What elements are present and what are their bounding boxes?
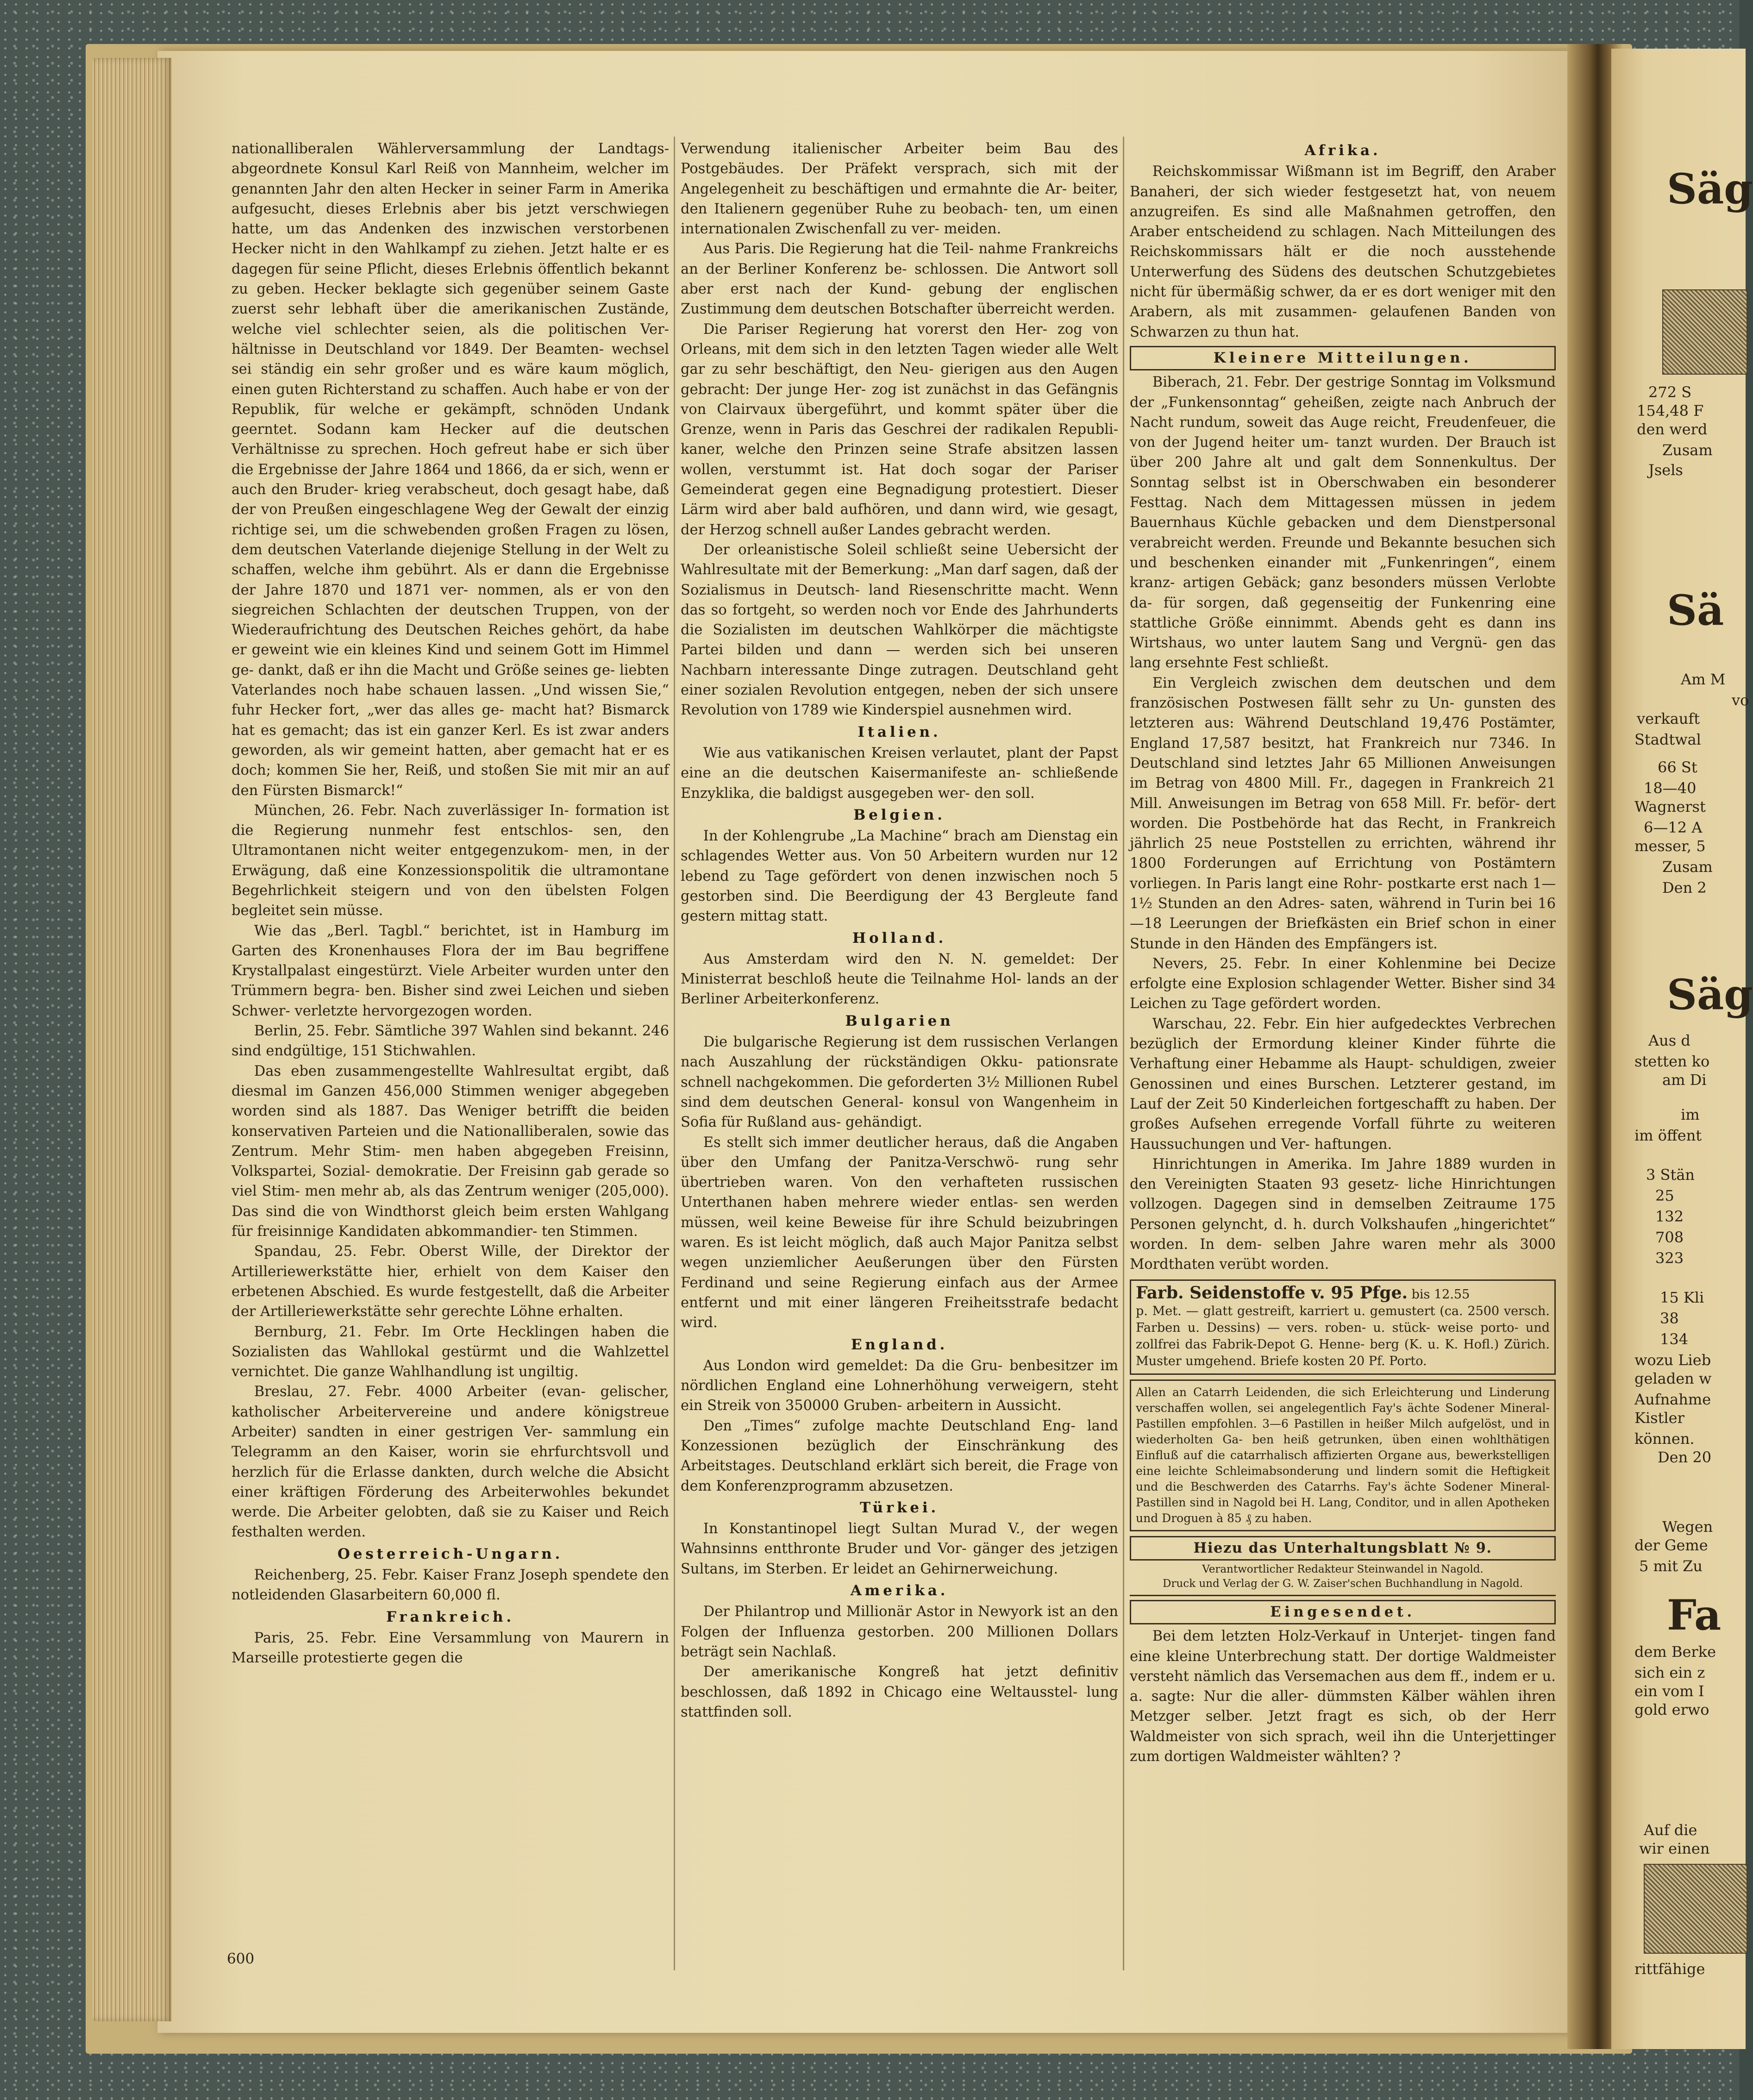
article-paragraph: nationalliberalen Wählerversammlung der Landtags- abgeordnete Konsul Karl Reiß von Mannheim, welcher im genannten Jahr den alten Hecker in seiner Farm in Amerika aufgesucht, dieses Erlebnis aber bis jetzt verschwiegen hatte, um das Andenken des inzwischen verstorbenen Hecker nicht in den Wahlkampf zu ziehen. Jetzt halte er es dagegen für seine Pflicht, dieses Erlebnis öffentlich bekannt zu geben. Hecker beklagte sich gegenüber seinem Gaste zuerst sehr lebhaft über die amerikanischen Zustände, welche viel schlechter seien, als die politischen Ver- hältnisse in Deutschland vor 1849. Der Beamten- wechsel sei ständig ein sehr großer und es wäre kaum möglich, einen guten Richterstand zu schaffen. Auch habe er von der Republik, für welche er gekämpft, schnöden Undank geerntet. Sodann kam Hecker auf die deutschen Verhältnisse zu sprechen. Hoch gefreut habe er sich über die Ergebnisse der Jahre 1864 und 1866, da er sich, wenn er auch den Bruder- krieg verabscheut, doch gesagt habe, daß der von Preußen eingeschlagene Weg der Gewalt der einzig richtige sei, um die schwebenden großen Fragen zu lösen, dem deutschen Vaterlande diejenige Stellung in der Welt zu schaffen, welche ihm gebührt. Als er dann die Ergebnisse der Jahre 1870 und 1871 ver- nommen, als er von den siegreichen Schlachten der deutschen Truppen, von der Wiederaufrichtung des Deutschen Reiches gehört, da habe er geweint wie ein kleines Kind und seinem Gott im Himmel ge- dankt, daß er ihn die Macht und Größe seines ge- liebten Vaterlandes noch habe schauen lassen. „Und wissen Sie,“ fuhr Hecker fort, „wer das alles ge- macht hat? Bismarck hat es gemacht; das ist ein ganzer Kerl. Es ist zwar anders geworden, als wir gemeint hatten, aber gemacht hat er es doch; kommen Sie her, Reiß, und stoßen Sie mit mir an auf den Fürsten Bismarck!“: [232, 141, 669, 799]
article-paragraph: In der Kohlengrube „La Machine“ brach am Dienstag ein schlagendes Wetter aus. Von 50 Arbeitern wurden nur 12 lebend zu Tage gefördert von denen inzwischen noch 5 gestorben sind. Die Beerdigung der 43 Bergleute fand gestern mittag statt.: [681, 828, 1118, 925]
next-page-fragment: Am M: [1681, 671, 1726, 688]
next-page-fragment: gold erwo: [1634, 1701, 1709, 1718]
next-page-fragment: 5 mit Zu: [1639, 1557, 1703, 1575]
column-1: [232, 139, 669, 1973]
article-paragraph: Biberach, 21. Febr. Der gestrige Sonntag im Volksmund der „Funkensonntag“ geheißen, zeigte nach Anbruch der Nacht rundum, soweit das Auge reicht, Freudenfeuer, die von der Jugend heiter um- tanzt wurden. Der Brauch ist über 200 Jahre alt und galt dem Sonnenkultus. Der Sonntag selbst ist in Oberschwaben ein besonderer Festtag. Nach dem Mittagessen müssen in jedem Bauernhaus Küchle gebacken und dem Dienstpersonal verabreicht werden. Freunde und Bekannte besuchen sich und beschenken einander mit „Funkenringen“, einem kranz- artigen Gebäck; ganz besonders müssen Verlobte da- für sorgen, daß gegenseitig der Funkenring eine stattliche Größe einnimmt. Abends geht es dann ins Wirtshaus, wo unter lautem Sang und Vergnü- gen das lang ersehnte Fest schließt.: [1130, 374, 1556, 671]
next-page-fragment: Kistler: [1634, 1409, 1684, 1427]
next-page-fragment: 6—12 A: [1644, 819, 1703, 836]
next-page-fragment: können.: [1634, 1430, 1695, 1448]
next-page-fragment: 15 Kli: [1660, 1289, 1704, 1306]
woodcut-illustration: [1662, 289, 1747, 375]
next-page-fragment: Wagnerst: [1634, 798, 1706, 815]
ad-text: Allen an Catarrh Leidenden, die sich Erleichterung und Linderung verschaffen wollen, sei angelegentlich Fay's ächte Sodener Mineral-Pastillen empfohlen. 3—6 Pastillen in heißer Milch aufgelöst, und in wiederholten Ga- ben heiß getrunken, üben einen wohlthätigen Einfluß auf die catarrhalisch affizierten Organe aus, bewerkstelligen eine leichte Schleimabsonderung und lindern somit die Heftigkeit und die Beschwerden des Catarrhs. Fay's ächte Sodener Mineral-Pastillen sind in Nagold bei H. Lang, Conditor, und in allen Apotheken und Droguen à 85 ₰ zu haben.: [1136, 1385, 1550, 1525]
article-paragraph: Den „Times“ zufolge machte Deutschland Eng- land Konzessionen bezüglich der Einschränkung des Arbeitstages. Deutschland erklärt sich bereit, die Frage von dem Konferenzprogramm abzusetzen.: [681, 1417, 1118, 1494]
next-page-fragment: vo: [1732, 691, 1749, 709]
ad-headline-tail: bis 12.55: [1411, 1287, 1470, 1302]
article-paragraph: Nevers, 25. Febr. In einer Kohlenmine bei Decize erfolgte eine Explosion schlagender Wetter. Bisher sind 34 Leichen zu Tage gefördert worden.: [1130, 955, 1556, 1012]
next-page-fragment: rittfähige: [1634, 1960, 1705, 1978]
article-paragraph: Ein Vergleich zwischen dem deutschen und dem französischen Postwesen fällt sehr zu Un- gunsten des letzteren aus: Während Deutschland 19,476 Postämter, England 17,587 besitzt, hat Frankreich nur 7346. In Deutschland sind letztes Jahr 65 Millionen Anweisungen im Betrag von 4800 Mill. Fr., dagegen in Frankreich 21 Mill. Anweisungen im Betrag von 658 Mill. Fr. beför- dert worden. Die Postbehörde hat das Recht, in Frankreich jährlich 25 neue Poststellen zu errichten, während ihr 1800 Forderungen auf Errichtung von Postämtern vorliegen. In Paris langt eine Rohr- postkarte erst nach 1—1½ Stunden an den Adres- saten, während in Turin bei 16—18 Leerungen der Briefkästen ein Brief schon in einer Stunde in den Händen des Empfängers ist.: [1130, 675, 1556, 952]
article-paragraph: Aus London wird gemeldet: Da die Gru- benbesitzer im nördlichen England eine Lohnerhöhung verweigern, steht ein Streik von 350000 Gruben- arbeitern in Aussicht.: [681, 1357, 1118, 1414]
section-heading: Amerika.: [850, 1582, 949, 1599]
page-number: 600: [227, 1950, 255, 1967]
article-paragraph: In Konstantinopel liegt Sultan Murad V., der wegen Wahnsinns entthronte Bruder und Vor- gänger des jetzigen Sultans, im Sterben. Er leidet an Gehirnerweichung.: [681, 1521, 1118, 1577]
article-paragraph: München, 26. Febr. Nach zuverlässiger In- formation ist die Regierung nunmehr fest entschlos- sen, den Ultramontanen nicht weiter entgegenzukom- men, in der Erwägung, daß eine Konzessionspolitik die ultramontane Begehrlichkeit steigern und von den übelsten Folgen begleitet sein müsse.: [232, 802, 669, 919]
ad-text: p. Met. — glatt gestreift, karriert u. gemustert (ca. 2500 versch. Farben u. Dessins) — vers. roben- u. stück- weise porto- und zollfrei das Fabrik-Depot G. Henne- berg (K. u. K. Hofl.) Zürich. Muster umgehend. Briefe kosten 20 Pf. Porto.: [1136, 1304, 1550, 1368]
article-paragraph: Die Pariser Regierung hat vorerst den Her- zog von Orleans, mit dem sich in den letzten Tagen wieder alle Welt gar zu sehr beschäftigt, den Neu- gierigen aus den Augen gebracht: Der junge Her- zog ist zunächst in das Gefängnis von Clairvaux übergeführt, und kommt später über die Grenze, wenn in Paris das Geschrei der radikalen Republi- kaner, welche den Prinzen seine Strafe absitzen lassen wollen, verstummt ist. Hat doch sogar der Pariser Gemeinderat gegen eine Begnadigung protestiert. Dieser Lärm wird aber bald aufhören, und dann wird, wie gesagt, der Herzog schnell außer Landes gebracht werden.: [681, 321, 1118, 538]
next-page-fragment: Säg: [1667, 970, 1753, 1019]
section-heading: Holland.: [852, 929, 947, 947]
next-page-fragment: den werd: [1637, 420, 1708, 438]
next-page-fragment: dem Berke: [1634, 1643, 1716, 1661]
next-page-fragment: Wegen: [1662, 1518, 1713, 1536]
next-page-fragment: 66 St: [1658, 759, 1697, 776]
next-page-fragment: wozu Lieb: [1634, 1351, 1711, 1369]
next-page-fragment: stetten ko: [1634, 1053, 1710, 1070]
article-paragraph: Der orleanistische Soleil schließt seine Uebersicht der Wahlresultate mit der Bemerkung: „Man darf sagen, daß der Sozialismus in Deutsch- land Riesenschritte macht. Wenn das so fortgeht, so werden noch vor Ende des Jahrhunderts die Sozialisten im deutschen Wahlkörper die mächtigste Partei bilden und dann — werden sich bei unseren Nachbarn interessante Dinge zutragen. Deutschland geht einer sozialen Revolution entgegen, neben der sich unsere Revolution von 1789 wie Kinderspiel ausnehmen wird.: [681, 541, 1118, 719]
next-page-fragment: Zusam: [1662, 858, 1713, 876]
next-page-fragment: geladen w: [1634, 1370, 1712, 1387]
next-page-fragment: 154,48 F: [1637, 402, 1704, 420]
next-page-fragment: Jsels: [1648, 461, 1683, 479]
article-paragraph: Paris, 25. Febr. Eine Versammlung von Maurern in Marseille protestierte gegen die: [232, 1630, 669, 1667]
section-heading-afrika: Afrika.: [1304, 142, 1381, 159]
article-paragraph: Wie aus vatikanischen Kreisen verlautet, plant der Papst eine an die deutschen Kaisermanifeste an- schließende Enzyklika, die baldigst ausgegeben wer- den soll.: [681, 745, 1118, 802]
article-paragraph: Berlin, 25. Febr. Sämtliche 397 Wahlen sind bekannt. 246 sind endgültige, 151 Stichwahlen.: [232, 1023, 669, 1059]
next-page-fragment: Zusam: [1662, 441, 1713, 459]
next-page-fragment: ein vom I: [1634, 1682, 1704, 1700]
next-page-fragment: 272 S: [1648, 383, 1692, 401]
next-page-fragment: 708: [1655, 1229, 1684, 1246]
column-rule: [1123, 137, 1124, 1970]
section-heading: Italien.: [858, 723, 941, 740]
divider: [1130, 1595, 1556, 1596]
section-heading-kleinere: Kleinere Mitteilungen.: [1130, 346, 1556, 370]
next-page-fragment: der Geme: [1634, 1536, 1708, 1554]
next-page-fragment: Fa: [1667, 1591, 1722, 1640]
article-paragraph: Warschau, 22. Febr. Ein hier aufgedecktes Verbrechen bezüglich der Ermordung kleiner Kinder führte die Verhaftung einer Hebamme als Haupt- schuldigen, zweier Genossinen und eines Burschen. Letzterer gestand, im Lauf der Zeit 50 Kinderleichen fortgeschafft zu haben. Der großes Aufsehen erregende Vorfall führte zu weiteren Haussuchungen und Ver- haftungen.: [1130, 1016, 1556, 1153]
page-edges: [93, 58, 171, 2021]
section-heading: England.: [851, 1336, 948, 1353]
section-heading: Bulgarien: [845, 1012, 954, 1029]
article-paragraph: Wie das „Berl. Tagbl.“ berichtet, ist in Hamburg im Garten des Kronenhauses Flora der im Bau begriffene Krystallpalast eingestürzt. Viele Arbeiter wurden unter den Trümmern begra- ben. Bisher sind zwei Leichen und sieben Schwer- verletzte hervorgezogen worden.: [232, 922, 669, 1019]
imprint-publisher: Druck und Verlag der G. W. Zaiser'schen Buchhandlung in Nagold.: [1162, 1577, 1523, 1590]
article-paragraph: Aus Amsterdam wird den N. N. gemeldet: Der Ministerrat beschloß heute die Teilnahme Hol- lands an der Berliner Arbeiterkonferenz.: [681, 951, 1118, 1008]
next-page-fragment: Säg: [1667, 164, 1753, 213]
advertisement-silk: [1130, 1279, 1556, 1375]
section-heading: Türkei.: [859, 1499, 939, 1516]
section-heading-eingesendet: Eingesendet.: [1130, 1600, 1556, 1624]
article-paragraph: Verwendung italienischer Arbeiter beim Bau des Postgebäudes. Der Präfekt versprach, sich mit der Angelegenheit zu beschäftigen und ermahnte die Ar- beiter, den Italienern gegenüber Ruhe zu beobach- ten, um einen internationalen Zwischenfall zu ver- meiden.: [681, 141, 1118, 238]
section-heading: Belgien.: [853, 806, 945, 823]
next-page-fragment: 25: [1655, 1187, 1674, 1204]
next-page-fragment: 323: [1655, 1249, 1684, 1267]
column-3: [1130, 139, 1556, 1973]
supplement-notice: Hiezu das Unterhaltungsblatt № 9.: [1130, 1536, 1556, 1561]
next-page-fragment: im: [1681, 1106, 1700, 1123]
next-page-fragment: wir einen: [1639, 1840, 1710, 1857]
next-page-fragment: Den 20: [1658, 1448, 1712, 1466]
article-paragraph: Reichskommissar Wißmann ist im Begriff, den Araber Banaheri, der sich wieder festgesetzt hat, von neuem anzugreifen. Es sind alle Maßnahmen getroffen, den Araber entscheidend zu schlagen. Nach Mitteilungen des Reichskommissars hält er die noch ausstehende Unterwerfung des Südens des deutschen Schutzgebietes nicht für übermäßig schwer, da er es dort weniger mit den Arabern, als mit zusammen- gelaufenen Banden von Schwarzen zu thun hat.: [1130, 163, 1556, 340]
next-page-fragment: Sä: [1667, 586, 1724, 635]
cow-illustration: [1644, 1864, 1747, 1954]
next-page-fragment: im öffent: [1634, 1127, 1702, 1144]
next-page-fragment: Auf die: [1644, 1821, 1697, 1839]
next-page-fragment: sich ein z: [1634, 1664, 1705, 1681]
article-paragraph: Breslau, 27. Febr. 4000 Arbeiter (evan- gelischer, katholischer Arbeitervereine und andere königstreue Arbeiter) sandten in einer gestrigen Ver- sammlung ein Telegramm an den Kaiser, worin sie ehrfurchtsvoll und herzlich für die Erlasse dankten, durch welche die Absicht einer kräftigen Förderung des Arbeiterwohles bekundet werde. Die Arbeiter gelobten, daß sie zu Kaiser und Reich festhalten werden.: [232, 1384, 669, 1541]
ad-headline: Farb. Seidenstoffe v. 95 Pfge.: [1136, 1283, 1408, 1303]
article-paragraph: Bei dem letzten Holz-Verkauf in Unterjet- tingen fand eine kleine Unterbrechung statt. Der dortige Waldmeister versteht nämlich das Versemachen aus dem ff., indem er u. a. sagte: Nur die aller- dümmsten Kälber wählen ihren Metzger selber. Jetzt fragt es sich, ob der Herr Waldmeister von sich sprach, weil ihn die Unterjettinger zum dortigen Waldmeister wählten? ?: [1130, 1628, 1556, 1765]
imprint-editor: Verantwortlicher Redakteur Steinwandel in Nagold.: [1202, 1563, 1484, 1575]
article-paragraph: Das eben zusammengestellte Wahlresultat ergibt, daß diesmal im Ganzen 456,000 Stimmen weniger abgegeben worden sind als 1887. Das Weniger betrifft die beiden konservativen Parteien und die Nationalliberalen, sowie das Zentrum. Mehr Stim- men haben abgegeben Freisinn, Volkspartei, Sozial- demokratie. Der Freisinn gab gerade so viel Stim- men mehr ab, als das Zentrum weniger (205,000). Das sind die von Windthorst gleich beim ersten Wahlgang für freisinnige Kandidaten abkommandier- ten Stimmen.: [232, 1063, 669, 1240]
next-page-fragment: 132: [1655, 1208, 1684, 1225]
article-paragraph: Die bulgarische Regierung ist dem russischen Verlangen nach Auszahlung der rückständigen Okku- pationsrate schnell nachgekommen. Die geforderten 3½ Millionen Rubel sind dem deutschen General- konsul von Wangenheim in Sofia für Rußland aus- gehändigt.: [681, 1034, 1118, 1131]
next-page-fragment: verkauft: [1637, 710, 1700, 727]
next-page: [1611, 49, 1753, 2049]
article-paragraph: Der Philantrop und Millionär Astor in Newyork ist an den Folgen der Influenza gestorben. 200 Millionen Dollars beträgt sein Nachlaß.: [681, 1604, 1118, 1660]
next-page-fragment: Stadtwal: [1634, 731, 1701, 748]
next-page-fragment: 134: [1660, 1330, 1689, 1348]
column-rule: [674, 137, 675, 1970]
next-page-fragment: messer, 5: [1634, 837, 1706, 855]
article-paragraph: Der amerikanische Kongreß hat jetzt definitiv beschlossen, daß 1892 in Chicago eine Weltausstel- lung stattfinden soll.: [681, 1664, 1118, 1720]
next-page-fragment: Aufnahme: [1634, 1391, 1711, 1408]
next-page-fragment: 38: [1660, 1310, 1679, 1327]
next-page-fragment: 3 Stän: [1646, 1166, 1695, 1184]
article-paragraph: Bernburg, 21. Febr. Im Orte Hecklingen haben die Sozialisten das Wahllokal gestürmt und die Wahlzettel vernichtet. Die ganze Wahlhandlung ist ungiltig.: [232, 1323, 669, 1380]
section-heading: Frankreich.: [386, 1608, 514, 1625]
next-page-fragment: am Di: [1662, 1071, 1707, 1089]
section-heading: Oesterreich-Ungarn.: [337, 1545, 563, 1562]
next-page-fragment: Den 2: [1662, 879, 1707, 896]
article-paragraph: Es stellt sich immer deutlicher heraus, daß die Angaben über den Umfang der Panitza-Verschwö- rung sehr übertrieben waren. Von den verhafteten russischen Unterthanen haben mehrere wieder entlas- sen werden müssen, weil keine Beweise für ihre Schuld beizubringen waren. Es ist leicht möglich, daß auch Major Panitza selbst wegen unziemlicher Aeußerungen über den Fürsten Ferdinand und seine Regierung einfach aus der Armee entfernt und mit einer längeren Freiheitsstrafe bedacht wird.: [681, 1134, 1118, 1331]
article-paragraph: Hinrichtungen in Amerika. Im Jahre 1889 wurden in den Vereinigten Staaten 93 gesetz- liche Hinrichtungen vollzogen. Dagegen sind in demselben Zeitraume 175 Personen gelyncht, d. h. durch Volkshaufen „hingerichtet“ worden. In dem- selben Jahre waren mehr als 3000 Mordthaten verübt worden.: [1130, 1156, 1556, 1273]
column-2: [681, 139, 1118, 1973]
article-paragraph: Reichenberg, 25. Febr. Kaiser Franz Joseph spendete den notleidenden Glasarbeitern 60,000 fl.: [232, 1567, 669, 1604]
article-paragraph: Spandau, 25. Febr. Oberst Wille, der Direktor der Artilleriewerkstätte hier, erhielt von dem Kaiser den erbetenen Abschied. Es wurde festgestellt, daß die Arbeiter der Artilleriewerkstätte sehr gerechte Löhne erhalten.: [232, 1243, 669, 1320]
advertisement-pastillen: [1130, 1379, 1556, 1531]
next-page-fragment: 18—40: [1644, 779, 1697, 797]
next-page-fragment: Aus d: [1648, 1032, 1690, 1049]
article-paragraph: Aus Paris. Die Regierung hat die Teil- nahme Frankreichs an der Berliner Konferenz be- schlossen. Die Antwort soll aber erst nach der Kund- gebung der englischen Zustimmung dem deutschen Botschafter überreicht werden.: [681, 241, 1118, 318]
